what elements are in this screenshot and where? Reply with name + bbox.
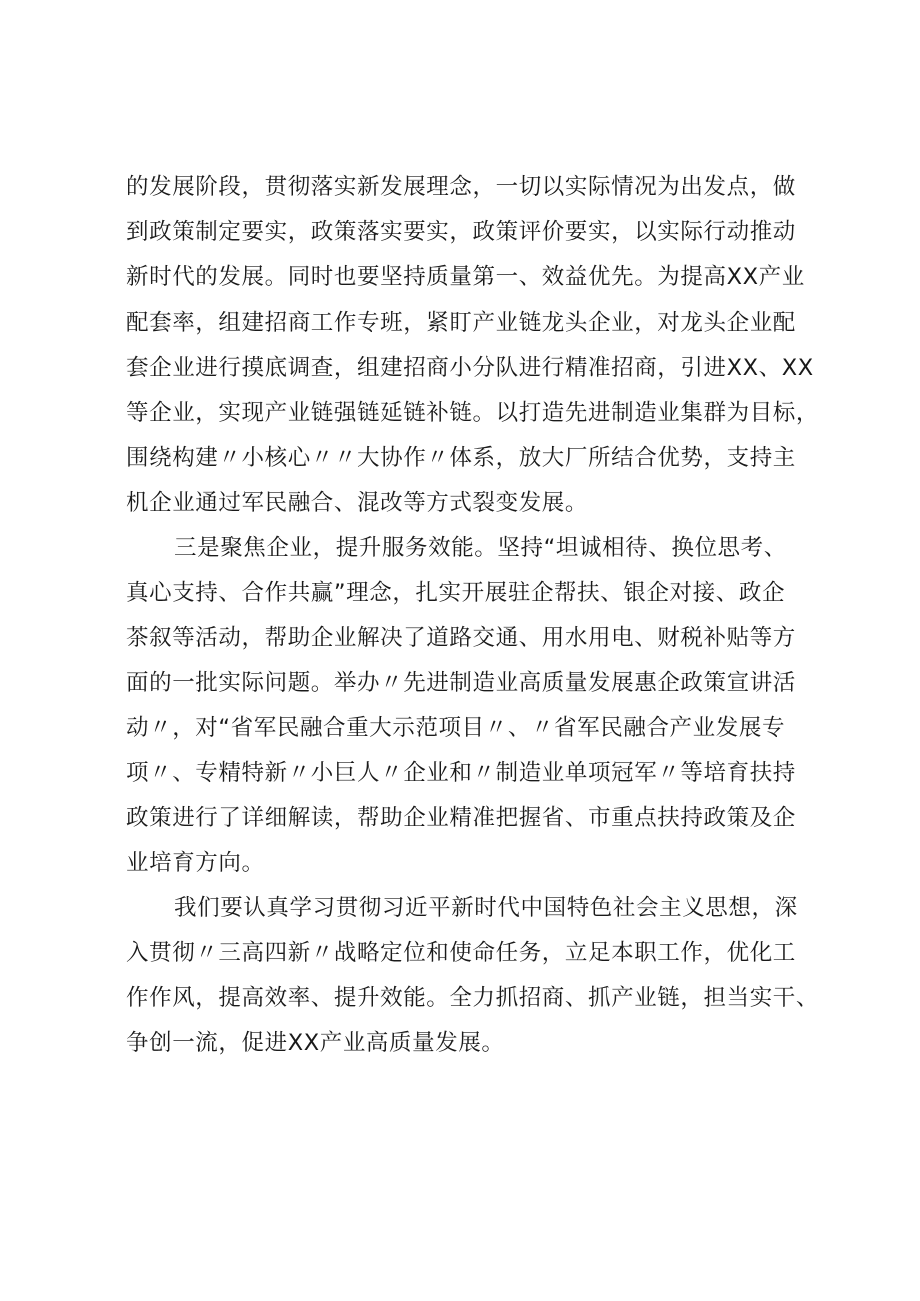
paragraph-first-line: 我们要认真学习贯彻习近平新时代中国特色社会主义思想，深: [174, 895, 798, 921]
paragraph-line: 项〃、专精特新〃小巨人〃企业和〃制造业单项冠军〃等培育扶持: [126, 760, 796, 786]
paragraph-line: 入贯彻〃三高四新〃战略定位和使命任务，立足本职工作，优化工: [126, 940, 796, 966]
paragraph-line: 作作风，提高效率、提升效能。全力抓招商、抓产业链，担当实干、: [126, 985, 820, 1011]
paragraph-line: 的发展阶段，贯彻落实新发展理念，一切以实际情况为出发点，做: [126, 174, 796, 200]
paragraph-line: 围绕构建〃小核心〃〃大协作〃体系，放大厂所结合优势，支持主: [126, 445, 796, 471]
paragraph-line: 等企业，实现产业链强链延链补链。以打造先进制造业集群为目标，: [126, 400, 820, 426]
paragraph-line: 动〃，对“省军民融合重大示范项目〃、〃省军民融合产业发展专: [126, 715, 786, 741]
paragraph-line: 配套率，组建招商工作专班，紧盯产业链龙头企业，对龙头企业配: [126, 310, 796, 336]
paragraph-line: 真心支持、合作共赢”理念，扎实开展驻企帮扶、银企对接、政企: [126, 580, 786, 606]
paragraph-line: 面的一批实际问题。举办〃先进制造业高质量发展惠企政策宣讲活: [126, 670, 796, 696]
paragraph-line: 新时代的发展。同时也要坚持质量第一、效益优先。为提高XX产业: [126, 264, 805, 290]
paragraph-line: 争创一流，促进XX产业高质量发展。: [126, 1030, 505, 1056]
paragraph-line: 政策进行了详细解读，帮助企业精准把握省、市重点扶持政策及企: [126, 805, 796, 831]
paragraph-first-line: 三是聚焦企业，提升服务效能。坚持“坦诚相待、换位思考、: [174, 535, 787, 561]
paragraph-line: 业培育方向。: [126, 850, 265, 876]
paragraph-line: 到政策制定要实，政策落实要实，政策评价要实，以实际行动推动: [126, 219, 796, 245]
paragraph-line: 套企业进行摸底调查，组建招商小分队进行精准招商，引进XX、XX: [126, 355, 814, 381]
paragraph-line: 机企业通过军民融合、混改等方式裂变发展。: [126, 490, 589, 516]
paragraph-line: 茶叙等活动，帮助企业解决了道路交通、用水用电、财税补贴等方: [126, 625, 796, 651]
